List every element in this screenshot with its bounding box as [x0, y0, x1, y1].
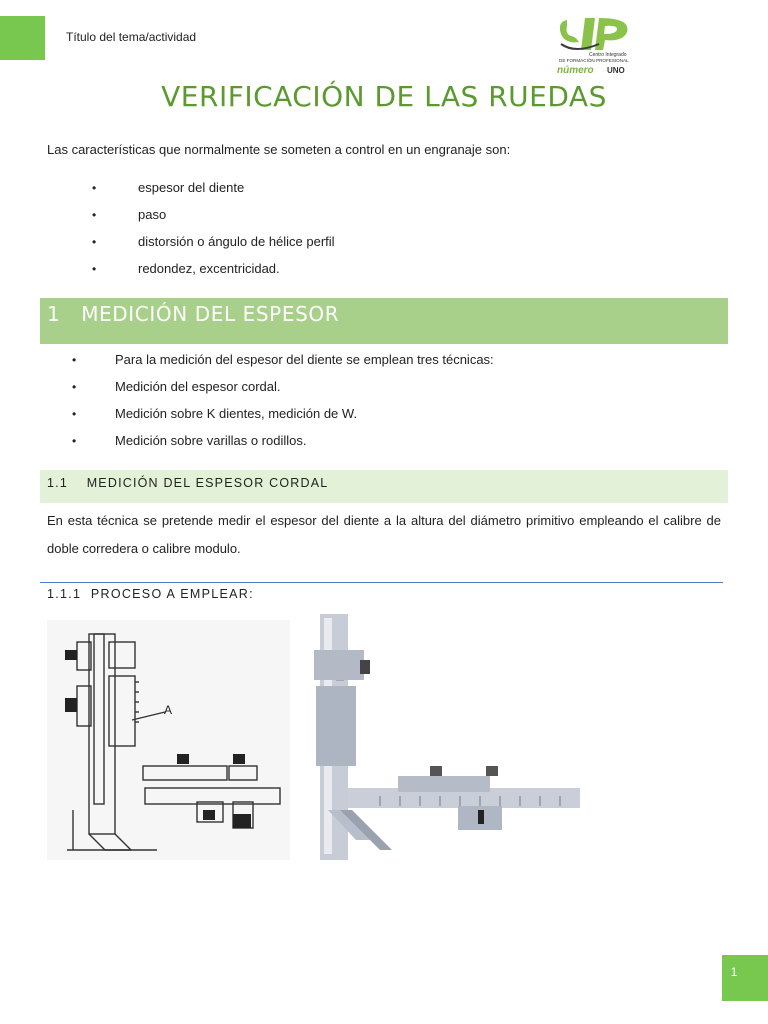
section-heading-1-1-1	[47, 587, 254, 601]
logo-line1: Centro Integrado	[589, 52, 627, 58]
bullet: •	[72, 434, 77, 448]
heading-rule	[40, 582, 723, 583]
bullet: •	[92, 181, 97, 195]
bullet: •	[92, 208, 97, 222]
list-item: • Para la medición del espesor del diente se emplean tres técnicas:	[72, 352, 494, 367]
figure-label: A	[164, 703, 173, 717]
list-item: • Medición sobre K dientes, medición de W.	[72, 406, 358, 421]
section-heading-1	[40, 298, 728, 344]
body-paragraph: En esta técnica se pretende medir el espesor del diente a la altura del diámetro primitivo empleando el calibre de doble corredera o calibre modulo.	[47, 513, 721, 556]
bullet: •	[72, 380, 77, 394]
section-heading-1-1	[40, 470, 728, 503]
intro-text: Las características que normalmente se someten a control en un engranaje son:	[47, 142, 511, 157]
techniques-list	[72, 351, 672, 459]
section-number: 1	[47, 302, 61, 326]
page-number: 1	[730, 965, 738, 979]
logo-line4: UNO	[607, 66, 625, 75]
characteristics-list	[90, 179, 590, 287]
section-title: PROCESO A EMPLEAR:	[90, 587, 254, 601]
list-item: • paso	[92, 207, 167, 222]
document-title: VERIFICACIÓN DE LAS RUEDAS	[161, 80, 607, 113]
list-item: • redondez, excentricidad.	[92, 261, 280, 276]
logo-line3: número	[557, 65, 594, 76]
bullet: •	[92, 235, 97, 249]
bullet: •	[72, 353, 77, 367]
header-title: Título del tema/actividad	[66, 30, 197, 44]
bullet: •	[72, 407, 77, 421]
section-number: 1.1	[47, 476, 68, 490]
page-number-badge	[722, 955, 768, 1001]
list-item: • espesor del diente	[92, 180, 245, 195]
caliper-photo-image	[300, 610, 590, 865]
section-number: 1.1.1	[47, 587, 82, 601]
caliper-diagram-image	[47, 620, 290, 860]
section-title: MEDICIÓN DEL ESPESOR CORDAL	[86, 476, 329, 490]
bullet: •	[92, 262, 97, 276]
list-item: • Medición del espesor cordal.	[72, 379, 281, 394]
list-item: • Medición sobre varillas o rodillos.	[72, 433, 307, 448]
cifp-logo	[555, 14, 635, 76]
section-title: MEDICIÓN DEL ESPESOR	[81, 302, 340, 326]
logo-line2: DE FORMACIÓN PROFESIONAL	[559, 58, 629, 63]
corner-decoration	[0, 16, 45, 60]
list-item: • distorsión o ángulo de hélice perfil	[92, 234, 335, 249]
